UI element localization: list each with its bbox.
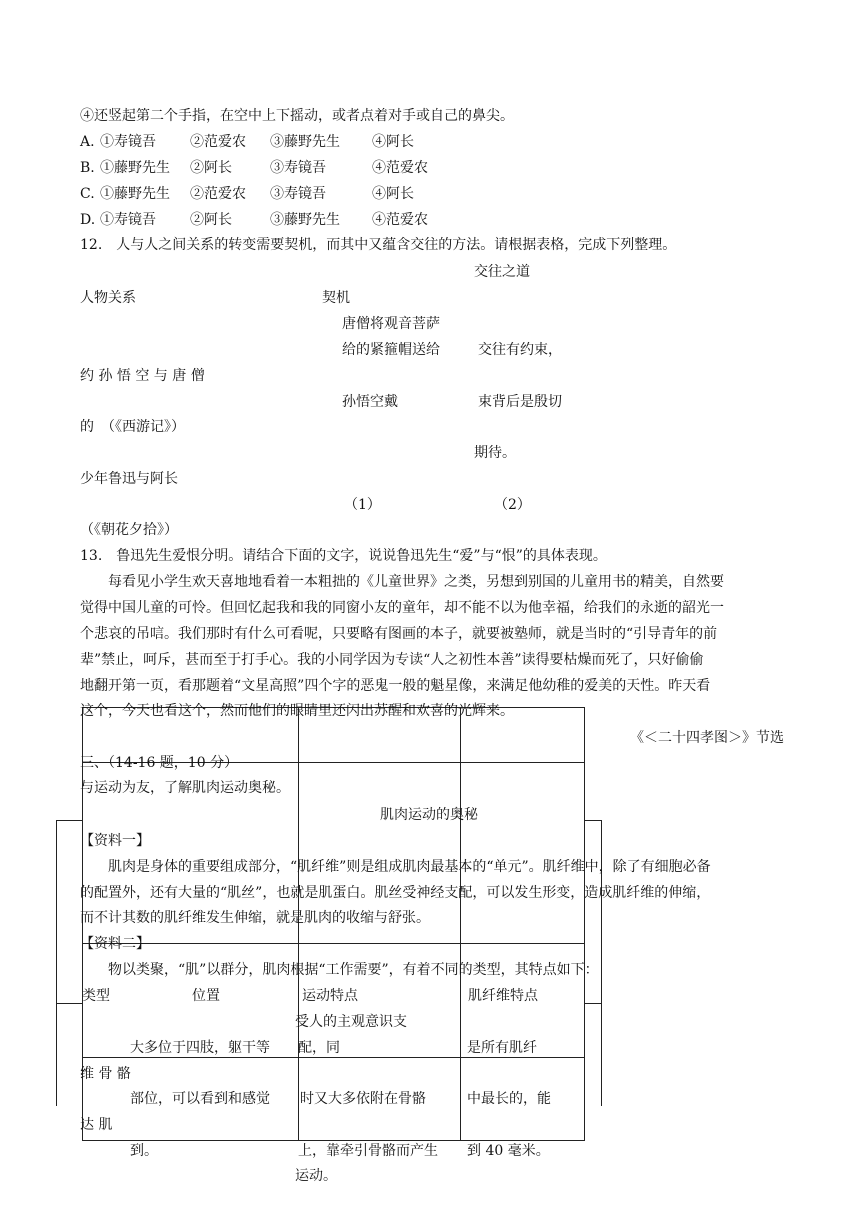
q12-chance-line-1: 唐僧将观音菩萨 [342, 316, 440, 332]
option-choice-3: ③藤野先生 [270, 134, 340, 150]
option-choice-1: ①藤野先生 [100, 186, 170, 202]
table-line-3 [82, 943, 585, 944]
option-choice-4: ④阿长 [372, 186, 414, 202]
outer-tick-left-2 [56, 1003, 82, 1004]
option-choice-1: ①寿镜吾 [100, 212, 156, 228]
option-choice-2: ②范爱农 [190, 186, 246, 202]
material1-line-1: 肌肉是身体的重要组成部分，“肌纤维”则是组成肌肉最基本的“单元”。肌纤维中，除了有细胞必备 [108, 859, 711, 875]
q12-relation-row1-b: 的 （《西游记》） [80, 419, 185, 435]
q12-chance-line-3: 孙悟空戴 [342, 394, 398, 410]
table-divider-2 [460, 707, 461, 1141]
option-choice-2: ②阿长 [190, 212, 232, 228]
option-choice-2: ②范爱农 [190, 134, 246, 150]
q11-line4: ④还竖起第二个手指，在空中上下摇动，或者点着对手或自己的鼻尖。 [80, 108, 514, 124]
material2-label: 【资料二】 [80, 936, 150, 952]
outer-tick-left-1 [56, 820, 82, 821]
q13-passage-line-5: 地翻开第一页，看那题着“文星高照”四个字的恶鬼一般的魁星像，来满足他幼稚的爱美的天性。昨天看 [80, 678, 711, 694]
fiber-line-3: 到 40 毫米。 [467, 1143, 550, 1159]
section-heading: 三、（14-16 题，10 分） [80, 755, 239, 771]
outer-tick-right-1 [584, 820, 601, 821]
q12-blank-2[interactable]: （2） [494, 497, 531, 513]
option-letter: D. [80, 212, 96, 228]
muscle-table-header-position: 位置 [192, 988, 220, 1004]
motion-line-1: 受人的主观意识支 [295, 1014, 407, 1030]
table-line-4 [82, 1057, 585, 1058]
option-choice-3: ③寿镜吾 [270, 160, 326, 176]
q12-head-relation: 人物关系 [80, 290, 136, 306]
q13-stem: 13. 鲁迅先生爱恨分明。请结合下面的文字，说说鲁迅先生“爱”与“恨”的具体表现。 [80, 548, 607, 564]
motion-line-2: 配，同 [298, 1040, 340, 1056]
position-line-3: 到。 [130, 1143, 158, 1159]
option-choice-3: ③藤野先生 [270, 212, 340, 228]
option-letter: A. [80, 134, 95, 150]
position-line-1: 大多位于四肢，躯干等 [130, 1040, 270, 1056]
q12-way-line-2: 束背后是殷切 [478, 394, 562, 410]
q13-passage-line-1: 每看见小学生欢天喜地地看着一本粗拙的《儿童世界》之类，另想到别国的儿童用书的精美，自然要 [108, 574, 724, 590]
outer-border-left [56, 820, 57, 1106]
q12-head-way: 交往之道 [474, 264, 530, 280]
muscle-table-header-fiber: 肌纤维特点 [468, 988, 538, 1004]
material1-label: 【资料一】 [80, 833, 150, 849]
q12-way-line-1: 交往有约束， [478, 342, 562, 358]
option-choice-2: ②阿长 [190, 160, 232, 176]
q12-blank-1[interactable]: （1） [344, 497, 381, 513]
material1-line-3: 而不计其数的肌纤维发生伸缩，就是肌肉的收缩与舒张。 [80, 910, 430, 926]
q12-head-chance: 契机 [322, 290, 350, 306]
muscle-table-header-type: 类型 [82, 988, 110, 1004]
q12-relation-row2-b: （《朝花夕拾》） [80, 522, 178, 538]
motion-line-3: 时又大多依附在骨骼 [300, 1091, 426, 1107]
table-border-right [584, 707, 585, 1141]
option-choice-4: ④范爱农 [372, 212, 428, 228]
table-line-bottom [82, 1140, 585, 1141]
fiber-line-2: 中最长的，能 [467, 1091, 551, 1107]
material2-intro: 物以类聚，“肌”以群分，肌肉根据“工作需要”，有着不同的类型，其特点如下： [108, 962, 599, 978]
type-cell-a: 维 骨 骼 [80, 1066, 131, 1082]
q12-chance-line-2: 给的紧箍帽送给 [342, 342, 440, 358]
option-choice-1: ①藤野先生 [100, 160, 170, 176]
q12-relation-row2-a: 少年鲁迅与阿长 [80, 471, 178, 487]
motion-line-5: 运动。 [295, 1168, 337, 1184]
position-line-2: 部位，可以看到和感觉 [130, 1091, 270, 1107]
q13-passage-line-6: 这个，今天也看这个，然而他们的眼睛里还闪出苏醒和欢喜的光辉来。 [80, 703, 514, 719]
fiber-line-1: 是所有肌纤 [467, 1040, 537, 1056]
option-choice-3: ③寿镜吾 [270, 186, 326, 202]
q12-stem: 12. 人与人之间关系的转变需要契机，而其中又蕴含交往的方法。请根据表格，完成下列整理。 [80, 237, 677, 253]
option-letter: B. [80, 160, 95, 176]
material1-line-2: 的配置外，还有大量的“肌丝”，也就是肌蛋白。肌丝受神经支配，可以发生形变，造成肌纤维的伸缩， [80, 885, 711, 901]
motion-line-4: 上，靠牵引骨骼而产生 [298, 1143, 438, 1159]
option-choice-4: ④范爱农 [372, 160, 428, 176]
option-choice-1: ①寿镜吾 [100, 134, 156, 150]
q13-passage-line-3: 个悲哀的吊唁。我们那时有什么可看呢，只要略有图画的本子，就要被塾师，就是当时的“引导青年的前 [80, 626, 718, 642]
q13-passage-line-2: 觉得中国儿童的可怜。但回忆起我和我的同窗小友的童年，却不能不以为他幸福，给我们的永逝的韶光一 [80, 600, 724, 616]
q13-source: 《＜二十四孝图＞》节选 [630, 730, 784, 746]
q12-way-line-3: 期待。 [474, 445, 516, 461]
q12-relation-row1-a: 约 孙 悟 空 与 唐 僧 [80, 368, 205, 384]
outer-tick-right-2 [584, 1003, 601, 1004]
q13-passage-line-4: 辈”禁止，呵斥，甚而至于打手心。我的小同学因为专读“人之初性本善”读得要枯燥而死了，只好偷偷 [80, 652, 704, 668]
section-intro: 与运动为友，了解肌肉运动奥秘。 [80, 780, 290, 796]
article-title: 肌肉运动的奥秘 [380, 807, 478, 823]
type-cell-b: 达 肌 [80, 1117, 113, 1133]
muscle-table-header-motion: 运动特点 [302, 988, 358, 1004]
option-letter: C. [80, 186, 95, 202]
option-choice-4: ④阿长 [372, 134, 414, 150]
